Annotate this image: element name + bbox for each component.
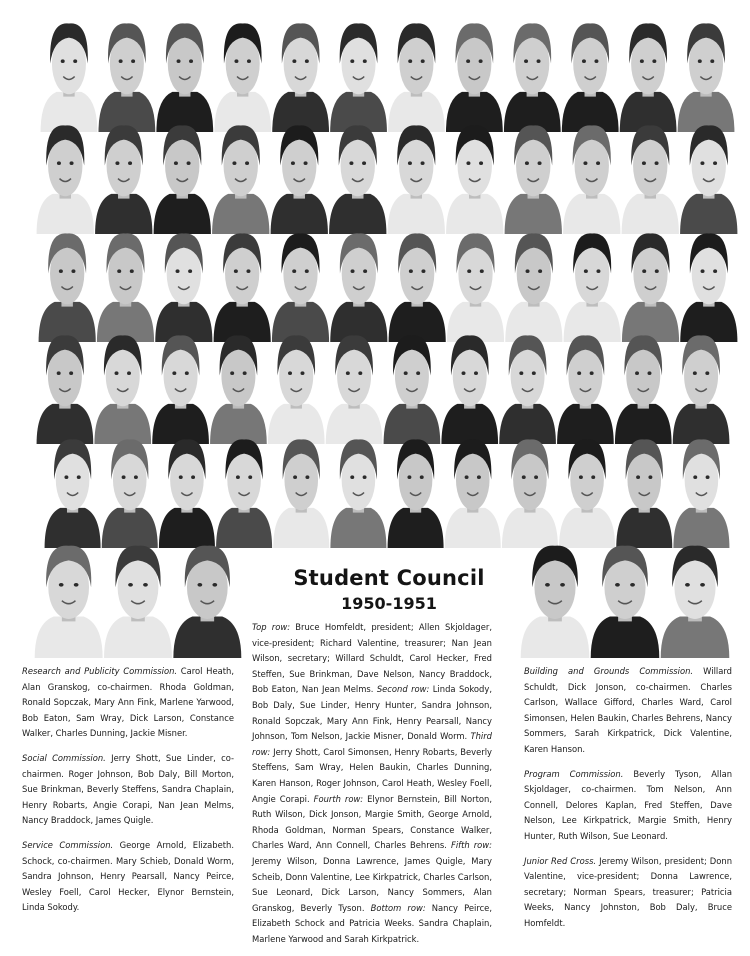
commission-heading: Program Commission.: [524, 768, 624, 779]
page-title: Student Council: [293, 566, 485, 590]
student-portrait: [680, 125, 737, 234]
student-portrait: [35, 546, 103, 658]
row-heading: Fourth row:: [313, 793, 364, 804]
student-portrait: [680, 233, 737, 342]
student-portrait: [94, 335, 151, 444]
commission-heading: Social Commission.: [22, 752, 106, 763]
student-portrait: [214, 233, 271, 342]
commission-heading: Research and Publicity Commission.: [22, 666, 178, 676]
student-portrait: [98, 23, 155, 132]
row-members: Bruce Homfeldt, president; Allen Skjoldager, vice-president; Richard Valentine, treasurer; Nan Jean Wilson, secretary; Willard Schuldt, Carol Hecker, Fred Steffen, Sue Brinkman, Dave Nelson, Nancy Braddock, Bob Eaton, Nan Jean Melms.: [252, 622, 492, 695]
student-portrait: [447, 233, 504, 342]
student-portrait: [388, 23, 445, 132]
student-portrait: [268, 335, 325, 444]
commission-paragraph: [524, 854, 732, 932]
student-portrait: [559, 439, 615, 548]
student-portrait: [521, 546, 590, 658]
student-portrait: [616, 439, 672, 548]
student-portrait: [388, 125, 445, 234]
commission-paragraph: [524, 664, 732, 758]
student-portrait: [441, 335, 498, 444]
student-portrait: [661, 546, 730, 658]
row-members: Elynor Bernstein, Bill Norton, Ruth Wilson, Dick Jonson, Margie Smith, George Arnold, Rhoda Goldman, Norman Spears, Constance Walker, Charles Ward, Ann Connell, Charles Behrens.: [252, 793, 492, 851]
student-portrait: [564, 233, 621, 342]
student-portrait: [104, 546, 172, 658]
student-portrait: [326, 335, 383, 444]
student-portrait: [39, 233, 96, 342]
caption-paragraph: [252, 620, 492, 947]
commission-paragraph: [524, 767, 732, 845]
student-portrait: [388, 439, 444, 548]
student-portrait: [591, 546, 660, 658]
student-portrait: [445, 439, 501, 548]
student-portrait: [622, 233, 679, 342]
commission-paragraph: [22, 664, 234, 742]
student-portrait: [152, 335, 209, 444]
student-portrait: [97, 233, 154, 342]
commission-list-left: [22, 664, 234, 925]
student-portrait: [622, 125, 679, 234]
row-members: Linda Sokody, Bob Daly, Sue Linder, Henry Hunter, Sandra Johnson, Ronald Sopczak, Mary Ann Fink, Henry Pearsall, Nancy Johnson, Tom Nelson, Jackie Misner, Donald Worm.: [252, 684, 492, 742]
student-portrait: [210, 335, 267, 444]
student-portrait: [620, 23, 677, 132]
commission-paragraph: [22, 838, 234, 916]
commission-members: Jerry Shott, Sue Linder, co-chairmen. Roger Johnson, Bob Daly, Bill Morton, Sue Brinkman, Beverly Steffens, Sandra Chaplain, Henry Robarts, Angie Corapi, Nan Jean Melms, Nancy Braddock, James Quigle.: [22, 752, 234, 826]
student-portrait: [505, 125, 562, 234]
student-portrait: [673, 439, 729, 548]
row-heading: Bottom row:: [370, 902, 426, 913]
student-portrait: [214, 23, 271, 132]
student-portrait: [156, 23, 213, 132]
commission-paragraph: [22, 751, 234, 829]
student-portrait: [159, 439, 215, 548]
row-members: Jerry Shott, Carol Simonsen, Henry Robarts, Beverly Steffens, Sam Wray, Helen Baukin, Charles Dunning, Karen Hanson, Roger Johnson, Carol Heath, Wesley Foell, Angie Corapi.: [252, 746, 492, 804]
student-portrait: [330, 233, 387, 342]
student-portrait: [557, 335, 614, 444]
student-portrait: [272, 233, 329, 342]
student-portrait: [504, 23, 561, 132]
student-portrait: [102, 439, 158, 548]
student-portrait: [173, 546, 241, 658]
row-members: Nancy Peirce, Elizabeth Schock and Patricia Weeks. Sandra Chaplain, Marlene Yarwood and Sarah Kirkpatrick.: [252, 902, 492, 944]
row-heading: Top row:: [252, 622, 291, 632]
commission-members: Willard Schuldt, Dick Jonson, co-chairmen. Charles Carlson, Wallace Gifford, Charles Ward, Carol Simonsen, Helen Baukin, Charles Behrens, Nancy Sommers, Sarah Kirkpatrick, Dick Valentine, Karen Hanson.: [524, 666, 732, 754]
student-portrait: [389, 233, 446, 342]
student-portrait: [271, 125, 328, 234]
student-portrait: [330, 23, 387, 132]
student-portrait: [562, 23, 619, 132]
row-heading: Second row:: [376, 684, 430, 695]
student-portrait: [272, 23, 329, 132]
student-portrait: [45, 439, 101, 548]
row-members: Jeremy Wilson, Donna Lawrence, James Quigle, Mary Scheib, Donn Valentine, Lee Kirkpatrick, Charles Carlson, Sue Leonard, Dick Larson, Nancy Sommers, Alan Granskog, Beverly Tyson.: [252, 855, 492, 913]
student-portrait: [37, 335, 94, 444]
commission-members: Beverly Tyson, Allan Skjoldager, co-chairmen. Tom Nelson, Ann Connell, Delores Kaplan, Fred Steffen, Dave Nelson, Lee Kirkpatrick, Margie Smith, Henry Hunter, Ruth Wilson, Sue Leonard.: [524, 768, 733, 841]
student-portrait: [505, 233, 562, 342]
commission-list-right: [524, 664, 732, 941]
student-portrait: [216, 439, 272, 548]
row-heading: Fifth row:: [451, 840, 492, 851]
council-row-captions: [252, 620, 492, 956]
student-portrait: [155, 233, 212, 342]
commission-members: Jeremy Wilson, president; Donn Valentine, vice-president; Donna Lawrence, secretary; Norman Spears, treasurer; Patricia Weeks, Nancy Johnston, Bob Daly, Bruce Homfeldt.: [524, 855, 732, 928]
student-portrait: [95, 125, 152, 234]
student-portrait: [330, 439, 386, 548]
commission-heading: Service Commission.: [22, 839, 114, 850]
student-portrait: [502, 439, 558, 548]
student-portrait: [563, 125, 620, 234]
student-portrait: [329, 125, 386, 234]
commission-members: Carol Heath, Alan Granskog, co-chairmen. Rhoda Goldman, Ronald Sopczak, Mary Ann Fink, Marlene Yarwood, Bob Eaton, Sam Wray, Dick Larson, Constance Walker, Charles Dunning, Jackie Misner.: [22, 666, 234, 739]
commission-members: George Arnold, Elizabeth. Schock, co-chairmen. Mary Schieb, Donald Worm, Sandra Johnson, Henry Pearsall, Nancy Peirce, Wesley Foell, Carol Hecker, Elynor Bernstein, Linda Sokody.: [22, 839, 234, 913]
student-portrait: [499, 335, 556, 444]
student-portrait: [673, 335, 730, 444]
student-portrait: [154, 125, 211, 234]
student-portrait: [212, 125, 269, 234]
commission-heading: Junior Red Cross.: [524, 855, 597, 866]
student-portrait: [273, 439, 329, 548]
student-portrait: [446, 125, 503, 234]
row-heading: Third row:: [252, 731, 492, 757]
page-years: 1950-1951: [341, 594, 437, 613]
student-portrait: [37, 125, 94, 234]
student-portrait: [446, 23, 503, 132]
student-portrait: [41, 23, 98, 132]
student-portrait: [678, 23, 735, 132]
commission-heading: Building and Grounds Commission.: [524, 666, 694, 676]
student-portrait: [615, 335, 672, 444]
student-portrait: [384, 335, 441, 444]
